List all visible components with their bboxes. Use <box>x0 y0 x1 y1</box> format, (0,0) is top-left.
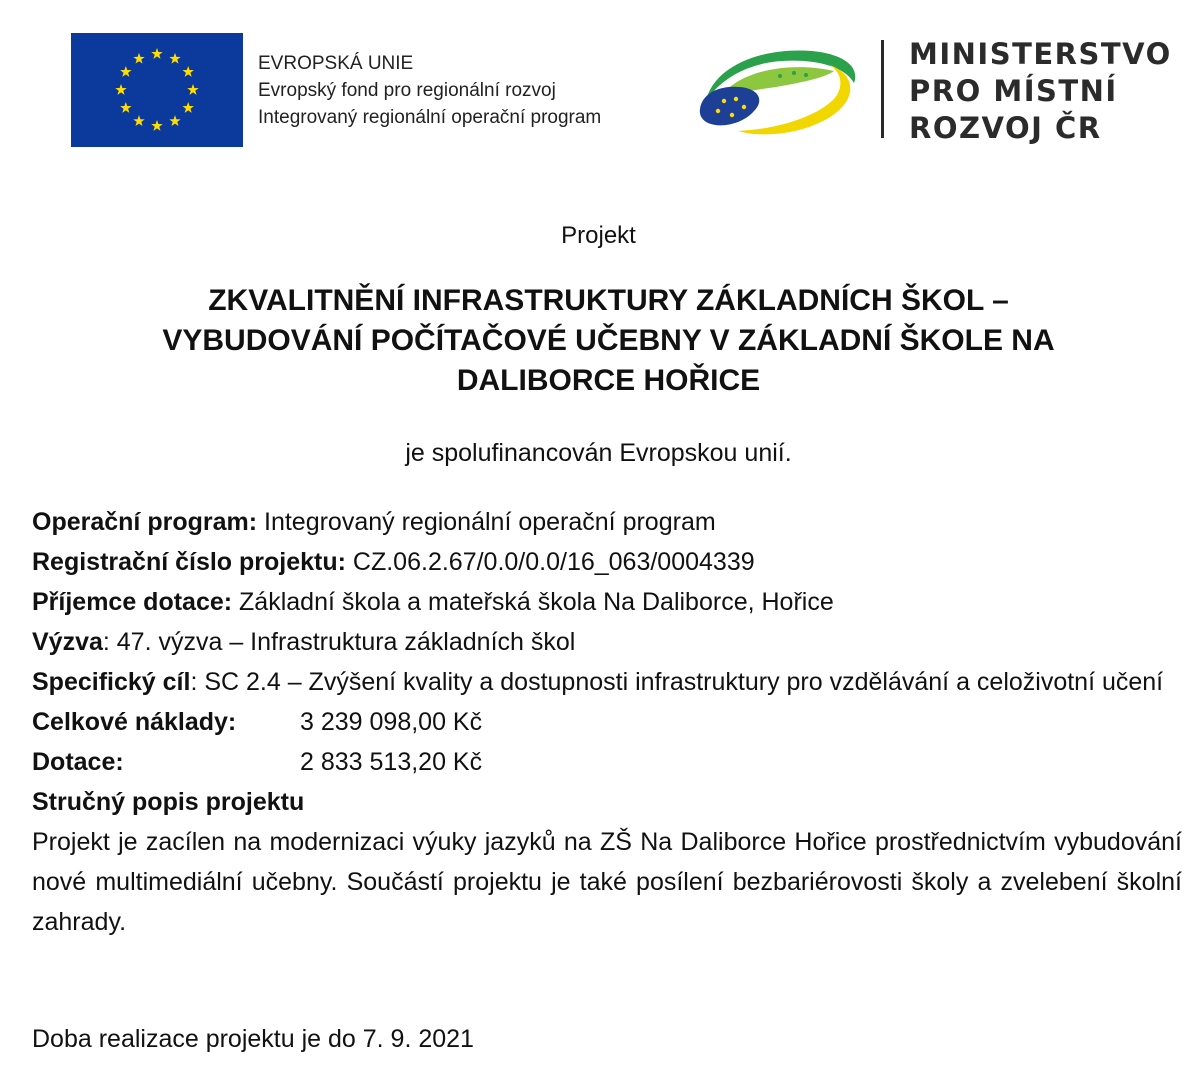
grant-label: Dotace: <box>32 748 124 776</box>
call-value: : 47. výzva – Infrastruktura základních škol <box>102 628 576 656</box>
cofinancing-statement: je spolufinancován Evropskou unií. <box>405 439 792 467</box>
recipient-label: Příjemce dotace: <box>32 588 233 616</box>
project-duration: Doba realizace projektu je do 7. 9. 2021 <box>32 1025 474 1053</box>
program-value: Integrovaný regionální operační program <box>257 508 716 536</box>
objective-value: : SC 2.4 – Zvýšení kvality a dostupnosti infrastruktury pro vzdělávání a celoživotní učení <box>190 668 1164 696</box>
project-title-line: DALIBORCE HOŘICE <box>456 364 761 397</box>
ministry-logo-divider <box>881 40 884 138</box>
eu-flag-logo <box>71 33 243 147</box>
objective-label: Specifický cíl <box>32 668 191 696</box>
eu-program-name: Integrovaný regionální operační program <box>258 107 602 128</box>
objective-row <box>32 662 1182 702</box>
total-cost-row <box>32 702 1182 742</box>
project-title <box>40 281 1177 401</box>
project-intro-label: Projekt <box>561 222 636 249</box>
eu-flag-icon <box>71 33 243 147</box>
registration-row <box>32 542 1182 582</box>
ministry-text-block <box>909 36 1172 147</box>
registration-value: CZ.06.2.67/0.0/0.0/16_063/0004339 <box>345 548 755 576</box>
program-label: Operační program: <box>32 508 258 536</box>
recipient-value: Základní škola a mateřská škola Na Daliborce, Hořice <box>232 588 834 616</box>
description-heading: Stručný popis projektu <box>32 788 305 816</box>
call-row <box>32 622 1182 662</box>
call-label: Výzva <box>32 628 103 656</box>
project-title-line: VYBUDOVÁNÍ POČÍTAČOVÉ UČEBNY V ZÁKLADNÍ ŠKOLE NA <box>162 324 1055 357</box>
ministry-emblem-icon <box>694 43 864 139</box>
recipient-row <box>32 582 1182 622</box>
project-details <box>32 502 1182 942</box>
total-cost-label: Celkové náklady: <box>32 708 237 736</box>
ministry-line-1: MINISTERSTVO <box>909 37 1172 71</box>
registration-label: Registrační číslo projektu: <box>32 548 346 576</box>
eu-name: EVROPSKÁ UNIE <box>258 53 414 74</box>
eu-text-block <box>258 50 601 131</box>
ministry-line-2: PRO MÍSTNÍ <box>909 74 1118 108</box>
ministry-line-3: ROZVOJ ČR <box>909 111 1102 145</box>
grant-value: 2 833 513,20 Kč <box>300 748 483 776</box>
description-text: Projekt je zacílen na modernizaci výuky jazyků na ZŠ Na Daliborce Hořice prostřednictvím vybudování nové multimediální učebny. Součástí projektu je také posílení bezbariérovosti školy a zvelebení školní zahrady. <box>32 828 1182 936</box>
project-title-line: ZKVALITNĚNÍ INFRASTRUKTURY ZÁKLADNÍCH ŠKOL – <box>208 284 1009 317</box>
grant-row <box>32 742 1182 782</box>
program-row <box>32 502 1182 542</box>
total-cost-value: 3 239 098,00 Kč <box>300 708 483 736</box>
eu-fund-name: Evropský fond pro regionální rozvoj <box>258 80 556 101</box>
